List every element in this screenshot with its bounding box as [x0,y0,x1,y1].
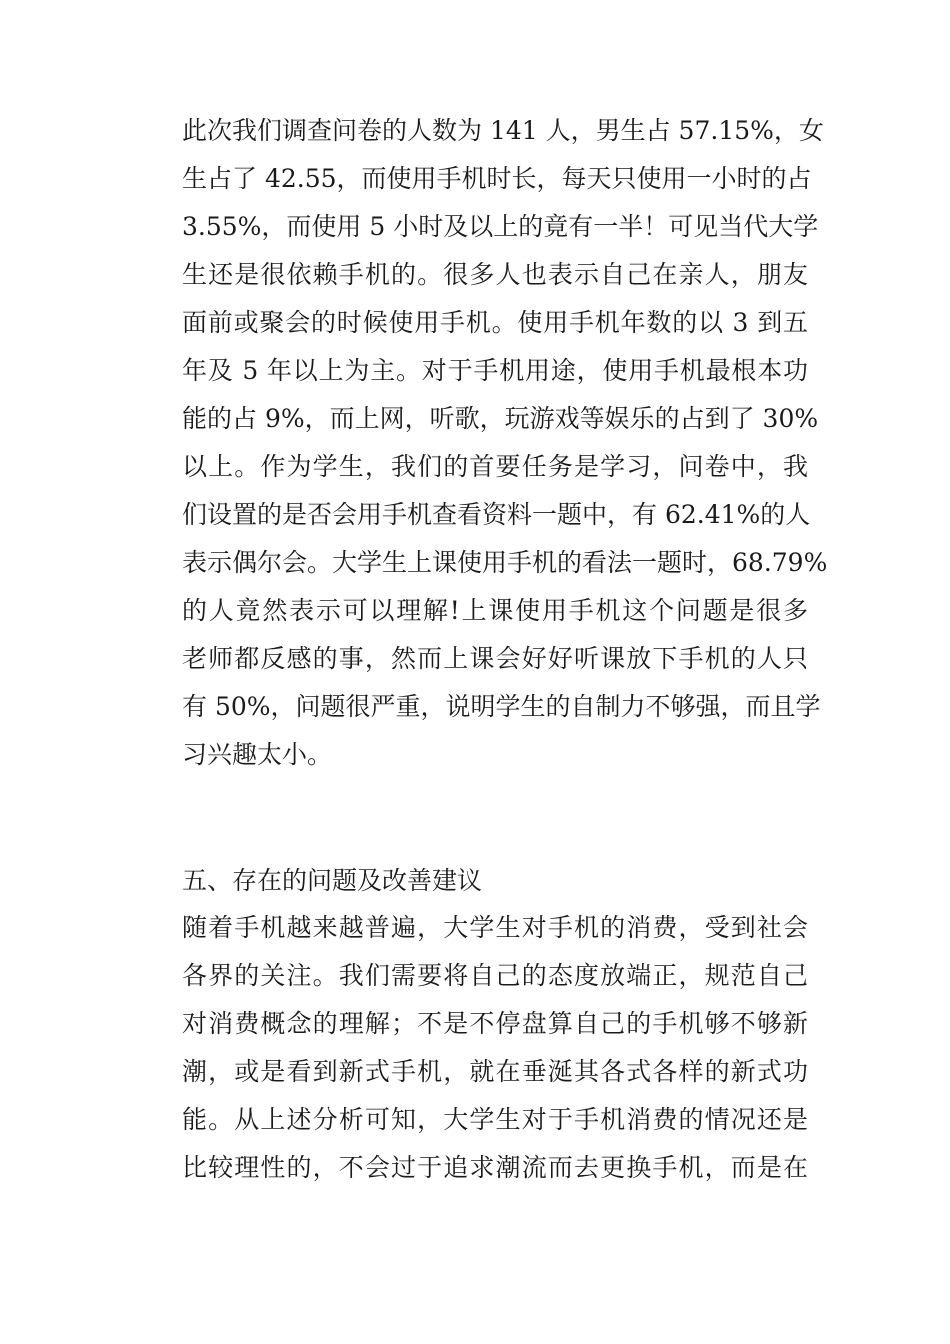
paragraph-line: 对消费概念的理解；不是不停盘算自己的手机够不够新 [182,1009,808,1038]
paragraph-line: 生还是很依赖手机的。很多人也表示自己在亲人，朋友 [182,260,808,289]
paragraph-line: 能。从上述分析可知，大学生对于手机消费的情况还是 [182,1105,808,1134]
paragraph-line: 潮，或是看到新式手机，就在垂涎其各式各样的新式功 [182,1057,808,1086]
paragraph-line: 面前或聚会的时候使用手机。使用手机年数的以 3 到五 [182,308,808,337]
paragraph-line: 以上。作为学生，我们的首要任务是学习，问卷中，我 [182,452,808,481]
paragraph-line: 生占了 42.55，而使用手机时长，每天只使用一小时的占 [182,164,812,193]
paragraph-line-last: 习兴趣太小。 [182,740,333,769]
paragraph-line: 随着手机越来越普遍，大学生对手机的消费，受到社会 [182,913,808,942]
section-5 [182,858,808,1192]
paragraph-line: 们设置的是否会用手机查看资料一题中，有 62.41%的人 [182,500,811,529]
paragraph-line: 此次我们调查问卷的人数为 141 人，男生占 57.15%，女 [182,116,824,145]
paragraph-line: 有 50%，问题很严重，说明学生的自制力不够强，而且学 [182,692,821,721]
paragraph-line: 能的占 9%，而上网，听歌，玩游戏等娱乐的占到了 30% [182,404,819,433]
survey-results-paragraph [182,107,828,779]
paragraph-line: 老师都反感的事，然而上课会好好听课放下手机的人只 [182,644,808,673]
paragraph-line: 各界的关注。我们需要将自己的态度放端正，规范自己 [182,961,808,990]
paragraph-line: 的人竟然表示可以理解!上课使用手机这个问题是很多 [182,596,808,625]
paragraph-line: 年及 5 年以上为主。对于手机用途，使用手机最根本功 [182,356,808,385]
section-heading: 五、存在的问题及改善建议 [182,866,483,895]
paragraph-line: 比较理性的，不会过于追求潮流而去更换手机，而是在 [182,1153,808,1182]
paragraph-line: 3.55%，而使用 5 小时及以上的竟有一半！可见当代大学 [182,212,819,241]
paragraph-line: 表示偶尔会。大学生上课使用手机的看法一题时，68.79% [182,548,828,577]
